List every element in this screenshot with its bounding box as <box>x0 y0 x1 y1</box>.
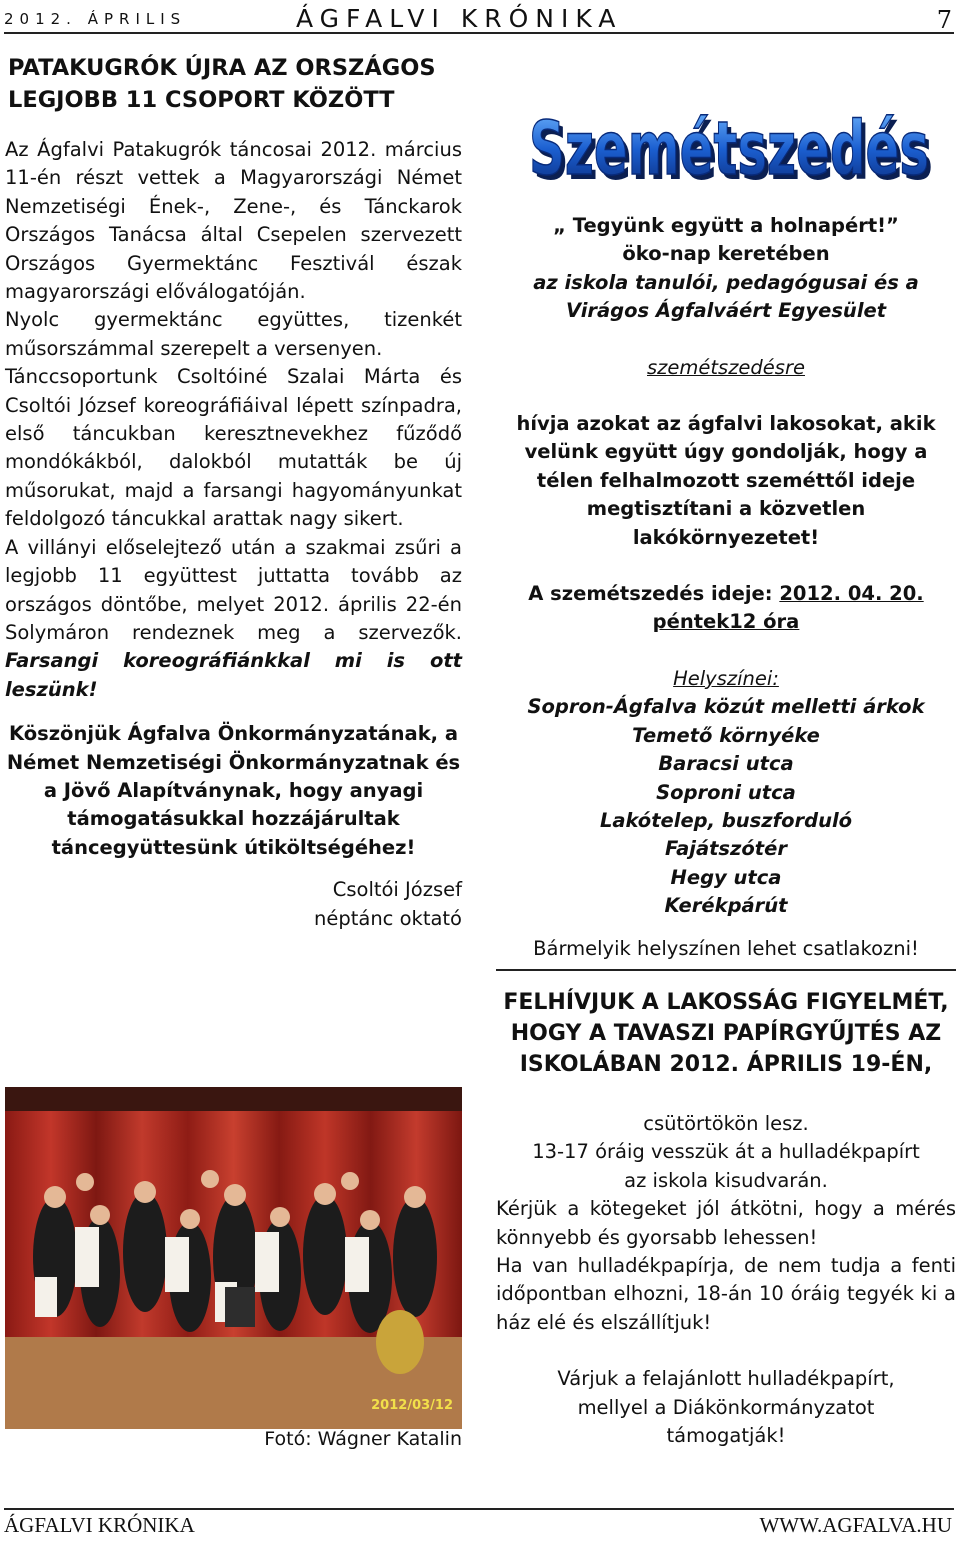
location-item: Lakótelep, buszforduló <box>599 808 853 832</box>
location-item: Sopron-Ágfalva közút melletti árkok <box>527 695 925 719</box>
logo-text: Szemétszedés <box>529 106 929 192</box>
article-text: A villányi előselejtező után a szakmai zsűri a legjobb 11 együttest juttatta tovább az országos döntőbe, melyet 2012. április 22-én Solymáron rendeznek meg a szervezők. <box>5 535 462 644</box>
invite-line: velünk együtt úgy gondolják, hogy a <box>524 440 928 464</box>
closing-line: mellyel a Diákönkormányzatot <box>577 1395 875 1419</box>
invite-line: télen felhalmozott szeméttől ideje <box>536 468 916 492</box>
location-item: Kerékpárút <box>664 894 788 918</box>
newsletter-title: ÁGFALVI KRÓNIKA <box>296 4 623 33</box>
page-number: 7 <box>936 6 952 34</box>
paper-request: Kérjük a kötegeket jól átkötni, hogy a mérés könnyebb és gyorsabb lehessen! <box>496 1197 956 1249</box>
logo-shadow: Szemétszedés <box>533 111 933 197</box>
article-signature <box>5 876 462 933</box>
closing-line: támogatják! <box>666 1424 786 1447</box>
page-footer <box>4 1508 954 1540</box>
paper-hours: az iskola kisudvarán. <box>624 1168 828 1192</box>
article-paragraph: Az Ágfalvi Patakugrók táncosai 2012. március 11-én részt vettek a Magyarországi Német Nemzetiségi Ének-, Zene-, és Tánckarok Országos Tanácsa által Csepelen szervezett Országos Gyermektánc Fesztivál észak magyarországi előválogatóján. <box>5 138 462 304</box>
signature-name: Csoltói József <box>332 878 462 902</box>
dance-group-photo-image <box>5 1087 462 1429</box>
signature-role: néptánc oktató <box>313 906 462 930</box>
article-title <box>8 52 462 116</box>
location-item: Fajátszótér <box>665 837 787 861</box>
article-paragraph: Nyolc gyermektánc együttes, tizenkét műsorszámmal szerepelt a versenyen. <box>5 308 462 360</box>
eco-day-line: öko-nap keretében <box>622 242 830 266</box>
article-paragraph: Tánccsoportunk Csoltóiné Szalai Márta és Csoltói József koreográfiáival lépett színpadra, első táncukban keresztnevekhez fűződő mondókákból, dalokból mutatták be új műsorukat, majd a farsangi hagyományunkat feldolgozó táncukkal arattak nagy sikert. <box>5 365 462 531</box>
notice-line: FELHÍVJUK A LAKOSSÁG FIGYELMÉT, <box>503 989 949 1015</box>
location-item: Temető környéke <box>632 723 820 747</box>
join-note: Bármelyik helyszínen lehet csatlakozni! <box>533 936 919 960</box>
location-item: Soproni utca <box>656 780 796 804</box>
paper-pickup: Ha van hulladékpapírja, de nem tudja a fenti időpontban elhozni, 18-án 10 óráig tegyék ki a ház elé és elszállítjuk! <box>496 1253 956 1334</box>
organizer-line: az iskola tanulói, pedagógusai és a <box>533 270 919 294</box>
paper-day: csütörtökön lesz. <box>643 1111 809 1135</box>
location-item: Hegy utca <box>670 865 782 889</box>
paper-notice <box>496 987 956 1080</box>
invite-line: megtisztítani a közvetlen <box>586 497 866 521</box>
organizer-line: Virágos Ágfalváért Egyesület <box>565 299 887 323</box>
cleanup-logo <box>496 52 956 212</box>
cleanup-word: szemétszedésre <box>647 355 805 379</box>
footer-title: ÁGFALVI KRÓNIKA <box>4 1513 195 1537</box>
invite-line: hívja azokat az ágfalvi lakosokat, akik <box>516 412 936 436</box>
article-title-line: LEGJOBB 11 CSOPORT KÖZÖTT <box>8 87 395 113</box>
group-photo <box>5 1087 462 1429</box>
thanks-note: Köszönjük Ágfalva Önkormányzatának, a Német Nemzetiségi Önkormányzatnak és a Jövő Alapítványnak, hogy anyagi támogatásukkal hozzájárultak táncegyüttesünk útiköltségéhez! <box>6 722 461 859</box>
page-header <box>4 4 954 34</box>
issue-date: 2012. ÁPRILIS <box>4 10 187 28</box>
slogan: „ Tegyünk együtt a holnapért!” <box>553 214 899 237</box>
section-divider <box>496 969 956 971</box>
paper-hours: 13-17 óráig vesszük át a hulladékpapírt <box>532 1140 920 1164</box>
location-item: Baracsi utca <box>658 752 794 776</box>
article-paragraph <box>5 534 462 704</box>
article-emphasis: Farsangi koreográfiánkkal mi is ott leszünk! <box>5 649 462 701</box>
closing-line: Várjuk a felajánlott hulladékpapírt, <box>557 1367 895 1391</box>
time-date: 2012. 04. 20. <box>779 582 924 606</box>
dance-article <box>5 52 462 933</box>
invite-line: lakókörnyezetet! <box>632 525 820 549</box>
footer-website[interactable]: WWW.AGFALVA.HU <box>759 1513 952 1537</box>
cleanup-column <box>496 52 956 1450</box>
time-label: A szemétszedés ideje: <box>528 582 773 606</box>
cleanup-time <box>496 580 956 608</box>
photo-caption: Fotó: Wágner Katalin <box>264 1428 462 1450</box>
time-day: péntek12 óra <box>652 610 800 634</box>
notice-line: HOGY A TAVASZI PAPÍRGYŰJTÉS AZ <box>510 1020 942 1046</box>
photo-date-stamp: 2012/03/12 <box>371 1398 453 1413</box>
notice-line: ISKOLÁBAN 2012. ÁPRILIS 19-ÉN, <box>519 1051 933 1077</box>
locations-title: Helyszínei: <box>673 666 779 690</box>
cleanup-wordart-logo <box>496 52 956 202</box>
article-title-line: PATAKUGRÓK ÚJRA AZ ORSZÁGOS <box>8 55 436 81</box>
